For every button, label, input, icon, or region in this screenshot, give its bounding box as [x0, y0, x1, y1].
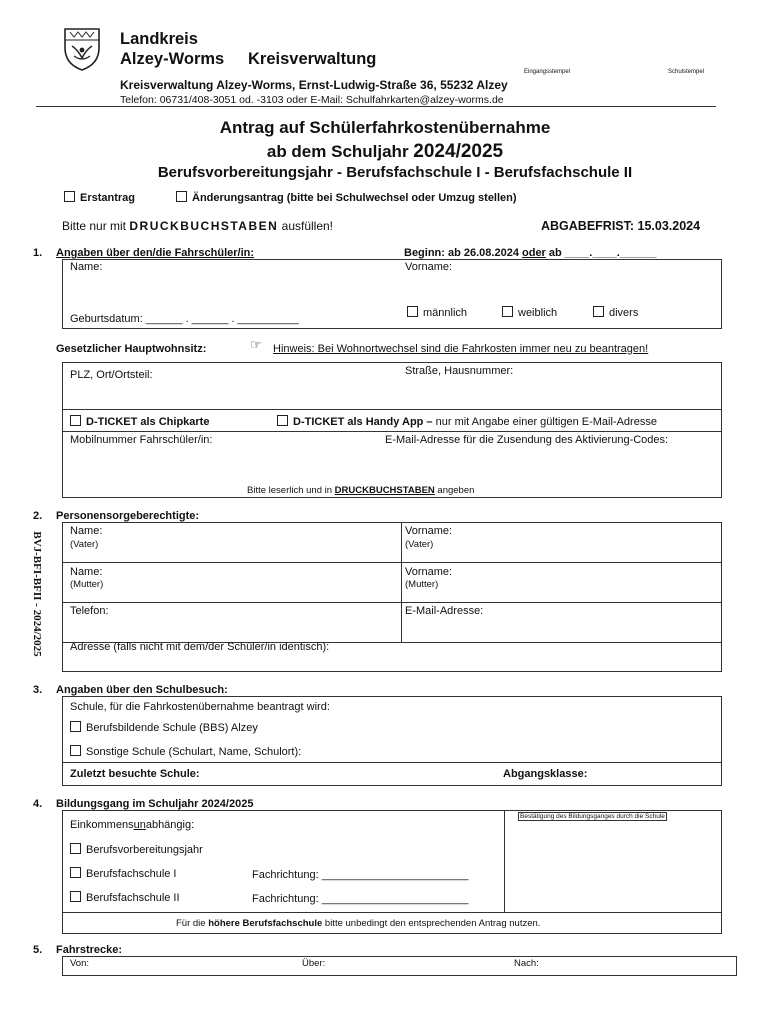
guardian-address-label: Adresse (falls nicht mit dem/der Schüler/in identisch):: [70, 641, 330, 653]
other-school-label: Sonstige Schule (Schulart, Name, Schulort):: [86, 746, 302, 758]
route-from-label: Von:: [70, 958, 90, 969]
fill-instruction-a: Bitte nur mit: [62, 219, 130, 233]
father-tag-right: (Vater): [405, 539, 434, 550]
other-school-option[interactable]: [70, 745, 301, 758]
male-label: männlich: [423, 307, 468, 319]
mother-name-label: Name:: [70, 566, 103, 578]
org-address: Kreisverwaltung Alzey-Worms, Ernst-Ludwig-Straße 36, 55232 Alzey: [120, 78, 508, 92]
bbs-alzey-label: Berufsbildende Schule (BBS) Alzey: [86, 722, 258, 734]
bf2-label: Berufsfachschule II: [86, 892, 180, 904]
income-b: un: [133, 819, 146, 831]
bvj-option[interactable]: [70, 843, 203, 856]
school-divider: [62, 762, 722, 763]
dticket-app-checkbox[interactable]: [277, 415, 288, 426]
fill-instruction: [62, 219, 333, 233]
coat-of-arms-logo: [62, 26, 102, 72]
guardian-email-label: E-Mail-Adresse:: [405, 605, 484, 617]
begin-date-label: Beginn: ab 26.08.2024: [404, 247, 522, 259]
diverse-label: divers: [609, 307, 639, 319]
bf2-checkbox[interactable]: [70, 891, 81, 902]
section1-begin: [404, 247, 657, 259]
org-name-line2b: Kreisverwaltung: [248, 50, 377, 68]
dticket-chip-option[interactable]: [70, 415, 209, 428]
legible-instruction: [247, 485, 474, 496]
school-stamp-label: Schulstempel: [668, 69, 705, 75]
gender-male-option[interactable]: [407, 306, 467, 319]
org-name-line1: Landkreis: [120, 30, 198, 48]
section2-title: Personensorgeberechtigte:: [56, 510, 200, 522]
school-confirmation-label: Bestätigung des Bildungsganges durch die Schule: [520, 813, 665, 820]
route-to-label: Nach:: [514, 958, 539, 969]
bf1-label: Berufsfachschule I: [86, 868, 177, 880]
male-checkbox[interactable]: [407, 306, 418, 317]
dticket-app-note: nur mit Angabe einer gültigen E-Mail-Adresse: [435, 416, 657, 428]
residence-hint: Hinweis: Bei Wohnortwechsel sind die Fahrkosten immer neu zu beantragen!: [273, 343, 649, 355]
org-contact: Telefon: 06731/408-3051 od. -3103 oder E-Mail: Schulfahrkarten@alzey-worms.de: [120, 94, 504, 106]
school-year: 2024/2025: [413, 141, 504, 162]
diverse-checkbox[interactable]: [593, 306, 604, 317]
gender-diverse-option[interactable]: [593, 306, 638, 319]
section5-title: Fahrstrecke:: [56, 944, 123, 956]
income-c: abhängig:: [145, 819, 195, 831]
option-first-application[interactable]: [64, 191, 135, 204]
change-application-label: Änderungsantrag (bitte bei Schulwechsel oder Umzug stellen): [192, 192, 517, 204]
postal-city-label: PLZ, Ort/Ortsteil:: [70, 369, 153, 381]
higher-vocational-note: [176, 918, 540, 929]
section4-title: Bildungsgang im Schuljahr 2024/2025: [56, 798, 254, 810]
deadline: ABGABEFRIST: 15.03.2024: [541, 219, 701, 233]
income-a: Einkommens: [70, 819, 134, 831]
other-school-checkbox[interactable]: [70, 745, 81, 756]
section2-number: 2.: [33, 510, 43, 522]
bvj-checkbox[interactable]: [70, 843, 81, 854]
dticket-divider: [62, 431, 722, 432]
bf1-direction-field[interactable]: Fachrichtung: ________________________: [252, 869, 469, 881]
note-a: Für die: [176, 918, 209, 929]
first-application-checkbox[interactable]: [64, 191, 75, 202]
education-col-divider: [504, 810, 505, 912]
org-name-line2: Alzey-Worms: [120, 50, 225, 68]
legible-b: DRUCKBUCHSTABEN: [334, 485, 435, 496]
section4-number: 4.: [33, 798, 43, 810]
route-via-label: Über:: [302, 958, 326, 969]
school-for-label: Schule, für die Fahrkostenübernahme beantragt wird:: [70, 701, 330, 713]
father-name-label: Name:: [70, 525, 103, 537]
route-box: [62, 956, 737, 976]
section3-title: Angaben über den Schulbesuch:: [56, 684, 228, 696]
entry-stamp-label: Eingangsstempel: [524, 69, 571, 75]
note-b: höhere Berufsfachschule: [208, 918, 323, 929]
dticket-app-label: D-TICKET als Handy App –: [293, 416, 436, 428]
change-application-checkbox[interactable]: [176, 191, 187, 202]
legible-c: angeben: [434, 485, 475, 496]
section5-number: 5.: [33, 944, 43, 956]
form-title-line2: [0, 141, 770, 163]
first-application-label: Erstantrag: [80, 192, 136, 204]
leaving-class-label: Abgangsklasse:: [503, 768, 588, 780]
mother-tag-right: (Mutter): [405, 579, 439, 590]
form-title-line1: Antrag auf Schülerfahrkostenübernahme: [219, 118, 551, 137]
activation-email-label: E-Mail-Adresse für die Zusendung des Aktivierung-Codes:: [385, 434, 669, 446]
address-divider: [62, 409, 722, 410]
mother-tag: (Mutter): [70, 579, 104, 590]
legible-a: Bitte leserlich und in: [247, 485, 335, 496]
dticket-app-option[interactable]: [277, 415, 657, 428]
dticket-chip-checkbox[interactable]: [70, 415, 81, 426]
begin-or: oder: [522, 247, 546, 259]
bf2-option[interactable]: [70, 891, 180, 904]
street-label: Straße, Hausnummer:: [405, 365, 514, 377]
guardians-col-divider: [401, 522, 402, 642]
student-name-label: Name:: [70, 261, 103, 273]
bbs-alzey-option[interactable]: [70, 721, 258, 734]
address-box: [62, 362, 722, 498]
bf1-option[interactable]: [70, 867, 177, 880]
father-firstname-label: Vorname:: [405, 525, 453, 537]
begin-alt-date: ab ____.____.______: [545, 247, 657, 259]
form-subtitle: Berufsvorbereitungsjahr - Berufsfachschule I - Berufsfachschule II: [157, 164, 633, 181]
bvj-label: Berufsvorbereitungsjahr: [86, 844, 203, 856]
fill-instruction-c: ausfüllen!: [278, 219, 334, 233]
section1-title: Angaben über den/die Fahrschüler/in:: [56, 247, 255, 259]
bbs-alzey-checkbox[interactable]: [70, 721, 81, 732]
note-c: bitte unbedingt den entsprechenden Antrag nutzen.: [322, 918, 541, 929]
father-tag: (Vater): [70, 539, 99, 550]
pointing-hand-icon: ☞: [250, 337, 262, 352]
header-rule: [36, 106, 716, 107]
education-note-divider: [62, 912, 722, 913]
gender-female-option[interactable]: [502, 306, 557, 319]
student-firstname-label: Vorname:: [405, 261, 453, 273]
income-independent-label: [70, 819, 194, 831]
female-checkbox[interactable]: [502, 306, 513, 317]
date-of-birth-field[interactable]: Geburtsdatum: ______ . ______ . __________: [70, 313, 299, 325]
guardians-row1-divider: [62, 562, 722, 563]
section3-number: 3.: [33, 684, 43, 696]
bf1-checkbox[interactable]: [70, 867, 81, 878]
guardian-phone-label: Telefon:: [70, 605, 109, 617]
fill-instruction-b: DRUCKBUCHSTABEN: [129, 219, 279, 233]
option-change-application[interactable]: [176, 191, 517, 204]
guardians-row2-divider: [62, 602, 722, 603]
female-label: weiblich: [518, 307, 558, 319]
form-title-prefix: ab dem Schuljahr: [266, 142, 414, 161]
residence-label: Gesetzlicher Hauptwohnsitz:: [56, 343, 207, 355]
last-school-label: Zuletzt besuchte Schule:: [70, 768, 200, 780]
mobile-number-label: Mobilnummer Fahrschüler/in:: [70, 434, 213, 446]
dticket-chip-label: D-TICKET als Chipkarte: [86, 416, 210, 428]
mother-firstname-label: Vorname:: [405, 566, 453, 578]
section1-number: 1.: [33, 247, 43, 259]
bf2-direction-field[interactable]: Fachrichtung: ________________________: [252, 893, 469, 905]
form-code-vertical: BVJ-BFI-BFII - 2024/2025: [31, 531, 43, 657]
